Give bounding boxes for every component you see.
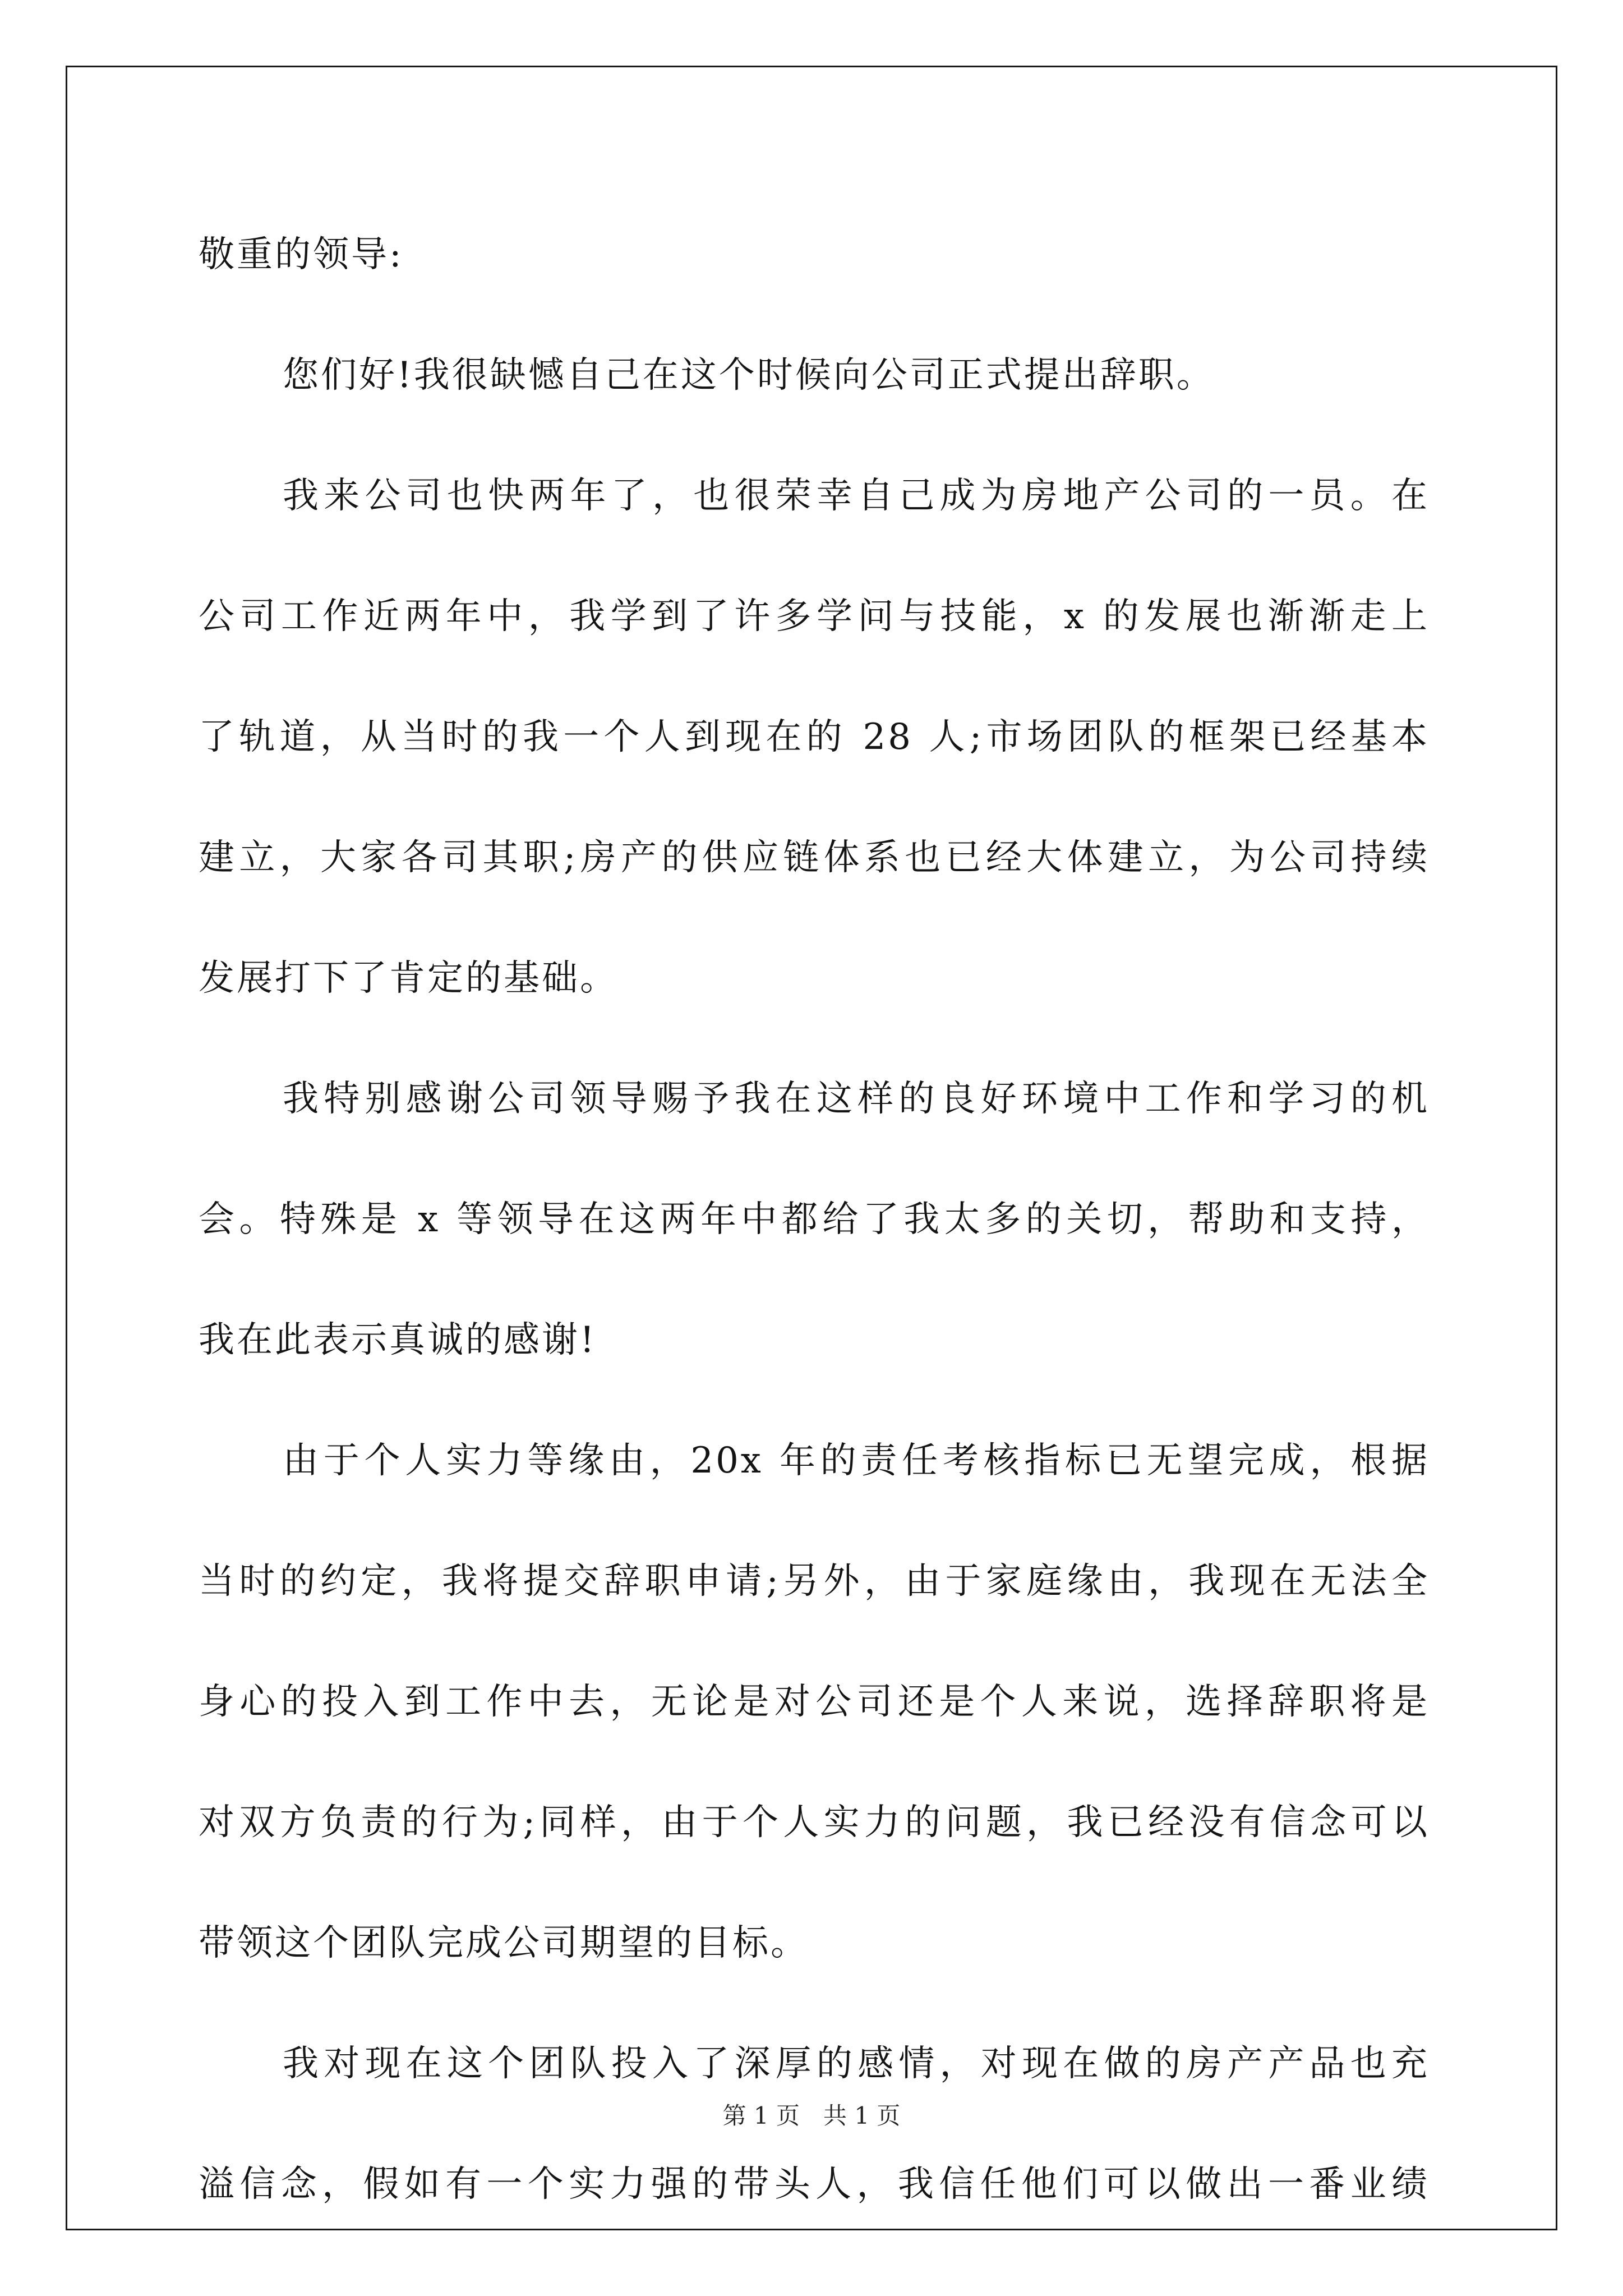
paragraph-line: 由于个人实力等缘由，20x 年的责任考核指标已无望完成，根据	[283, 1440, 1430, 1481]
page-number-footer: 第 1 页 共 1 页	[722, 2102, 901, 2129]
paragraph-line: 我对现在这个团队投入了深厚的感情，对现在做的房产产品也充	[283, 2043, 1430, 2085]
paragraph-line: 了轨道，从当时的我一个人到现在的 28 人;市场团队的框架已经基本	[199, 716, 1430, 758]
paragraph-line: 我特别感谢公司领导赐予我在这样的良好环境中工作和学习的机	[283, 1078, 1430, 1120]
letter-body	[199, 210, 1430, 2260]
paragraph-line: 我来公司也快两年了，也很荣幸自己成为房地产公司的一员。在	[283, 475, 1430, 517]
paragraph-line: 您们好!我很缺憾自己在这个时候向公司正式提出辞职。	[283, 355, 1215, 396]
paragraph-line: 带领这个团队完成公司期望的目标。	[199, 1922, 809, 1964]
paragraph-line: 建立，大家各司其职;房产的供应链体系也已经大体建立，为公司持续	[199, 837, 1430, 878]
paragraph-line: 公司工作近两年中，我学到了许多学问与技能，x 的发展也渐渐走上	[199, 596, 1430, 637]
paragraph-line: 对双方负责的行为;同样，由于个人实力的问题，我已经没有信念可以	[199, 1802, 1430, 1843]
salutation: 敬重的领导:	[199, 234, 404, 275]
paragraph-line: 我在此表示真诚的感谢!	[199, 1319, 597, 1361]
paragraph-line: 会。特殊是 x 等领导在这两年中都给了我太多的关切，帮助和支持，	[199, 1199, 1430, 1240]
paragraph-line: 身心的投入到工作中去，无论是对公司还是个人来说，选择辞职将是	[199, 1681, 1430, 1723]
paragraph-line: 发展打下了肯定的基础。	[199, 958, 618, 999]
paragraph-line: 溢信念，假如有一个实力强的带头人，我信任他们可以做出一番业绩	[199, 2164, 1430, 2205]
paragraph-line: 当时的约定，我将提交辞职申请;另外，由于家庭缘由，我现在无法全	[199, 1561, 1430, 1602]
